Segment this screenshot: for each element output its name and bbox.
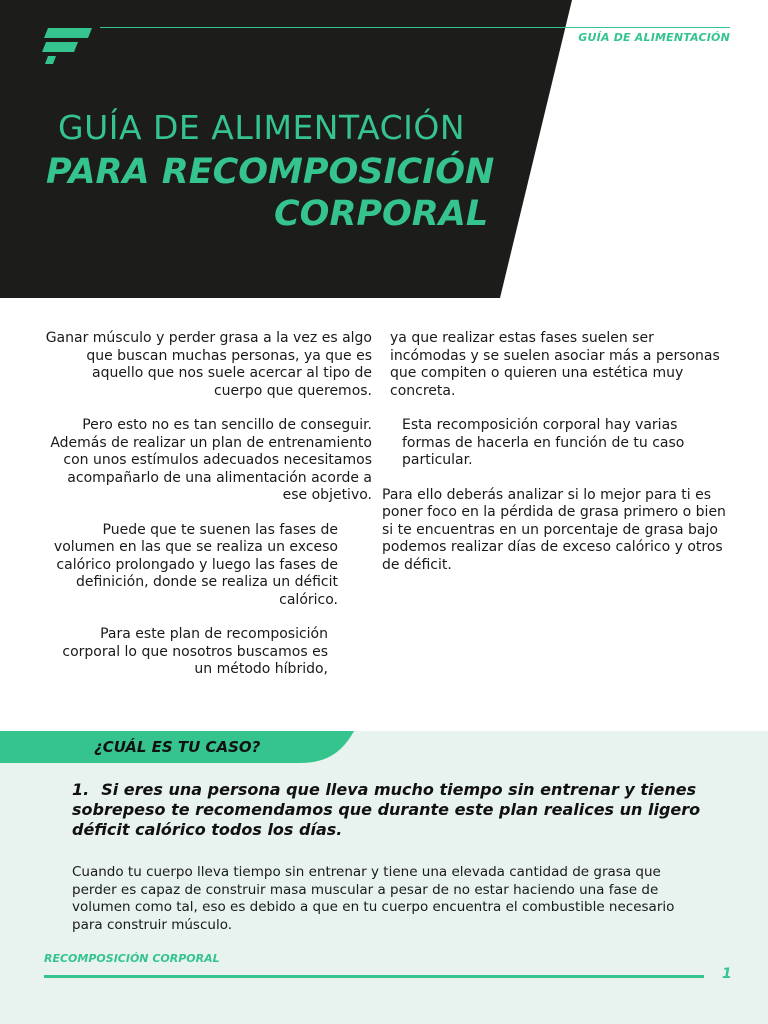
title-line-1: GUÍA DE ALIMENTACIÓN <box>58 108 465 147</box>
intro-paragraph: Pero esto no es tan sencillo de conseguir. Además de realizar un plan de entrenamiento con unos estímulos adecuados necesitamos acompañarlo de una alimentación acorde a ese objetivo. <box>50 417 372 503</box>
brand-logo-icon <box>42 26 94 66</box>
intro-right-column <box>382 330 727 591</box>
footer-rule <box>44 975 704 978</box>
page-number: 1 <box>722 966 732 982</box>
footer-label: RECOMPOSICIÓN CORPORAL <box>44 952 220 965</box>
intro-paragraph: Para ello deberás analizar si lo mejor para ti es poner foco en la pérdida de grasa primero o bien si te encuentras en un porcentaje de grasa bajo podemos realizar días de exceso calórico y otros de déficit. <box>382 486 726 573</box>
case-item-heading <box>72 780 722 840</box>
header-rule <box>100 27 730 28</box>
hero-dark-banner <box>0 0 768 300</box>
title-line-3: CORPORAL <box>274 194 489 234</box>
intro-paragraph: ya que realizar estas fases suelen ser incómodas y se suelen asociar más a personas que compiten o quieren una estética muy concreta. <box>390 330 720 399</box>
intro-paragraph: Para este plan de recomposición corporal lo que nosotros buscamos es un método híbrido, <box>62 626 328 677</box>
case-item-number: 1. <box>72 780 90 799</box>
intro-paragraph: Ganar músculo y perder grasa a la vez es algo que buscan muchas personas, ya que es aquello que nos suele acercar al tipo de cuerpo que queremos. <box>45 330 372 399</box>
case-item-heading-text: Si eres una persona que lleva mucho tiempo sin entrenar y tienes sobrepeso te recomendamos que durante este plan realices un ligero déficit calórico todos los días. <box>72 780 701 839</box>
intro-paragraph: Esta recomposición corporal hay varias formas de hacerla en función de tu caso particular. <box>402 417 685 468</box>
title-line-2: PARA RECOMPOSICIÓN <box>46 152 495 192</box>
intro-paragraph: Puede que te suenen las fases de volumen en las que se realiza un exceso calórico prolongado y luego las fases de definición, donde se realiza un déficit calórico. <box>53 521 338 608</box>
case-section-title: ¿CUÁL ES TU CASO? <box>94 738 261 756</box>
intro-left-column <box>44 330 372 696</box>
header-label: GUÍA DE ALIMENTACIÓN <box>578 31 730 44</box>
case-item-body: Cuando tu cuerpo lleva tiempo sin entrenar y tiene una elevada cantidad de grasa que perder es capaz de construir masa muscular a pesar de no estar haciendo una fase de volumen como tal, eso es debido a que en tu cuerpo encuentra el combustible necesario para construir músculo. <box>72 864 675 933</box>
